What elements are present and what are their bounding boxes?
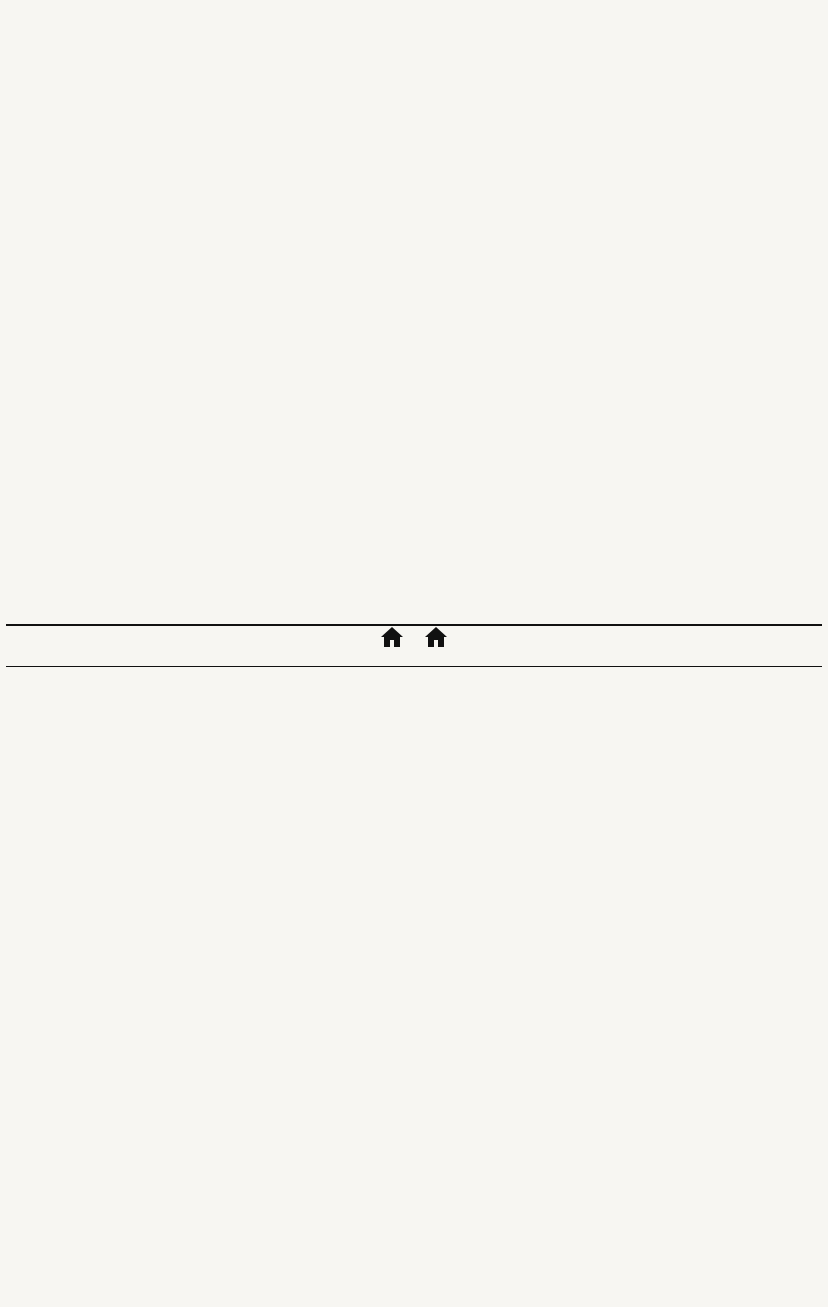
classified-columns [6,12,824,622]
house-icon [424,626,448,648]
home-service-guide-banner [6,624,822,667]
house-icon [380,626,404,648]
service-guide-columns [6,666,824,1304]
